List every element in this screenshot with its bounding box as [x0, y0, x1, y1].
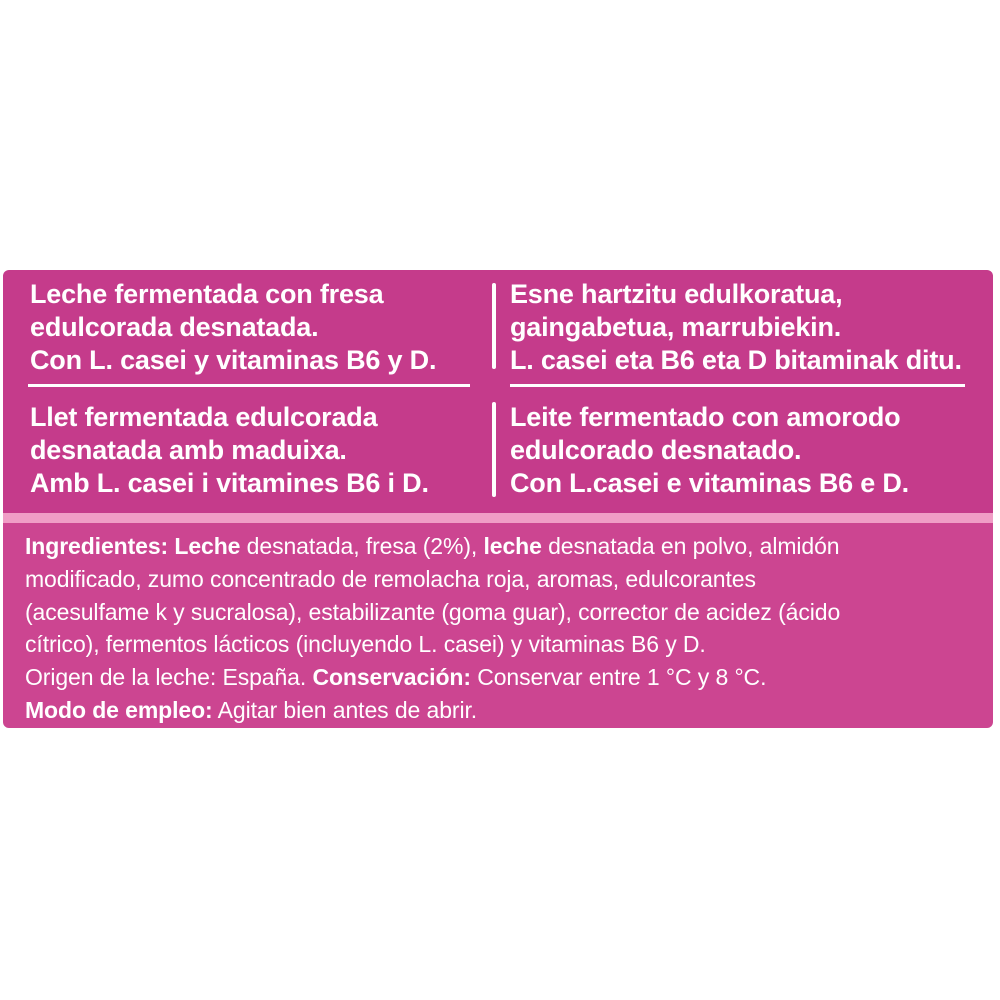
quadrant-line: Con L.casei e vitaminas B6 e D. — [510, 468, 909, 498]
quadrant-line: Llet fermentada edulcorada — [30, 402, 378, 432]
ingredients-line: (acesulfame k y sucralosa), estabilizante (goma guar), corrector de acidez (ácido — [25, 598, 841, 625]
usage-heading: Modo de empleo: — [25, 696, 213, 723]
quadrant-basque — [510, 278, 962, 377]
ingredients-heading: Ingredientes: Leche — [25, 533, 241, 559]
quadrant-line: Esne hartzitu edulkoratua, — [510, 279, 843, 309]
quadrant-line: gaingabetua, marrubiekin. — [510, 312, 842, 342]
quadrant-line: Con L. casei y vitaminas B6 y D. — [30, 345, 437, 375]
quadrant-catalan — [30, 401, 429, 500]
horizontal-divider-right — [510, 384, 965, 387]
vertical-divider-bottom — [492, 402, 496, 497]
quadrant-spanish — [30, 278, 436, 377]
conservation-heading: Conservación: — [312, 664, 471, 691]
ingredients-panel — [3, 523, 993, 728]
ingredients-line: cítrico), fermentos lácticos (incluyendo L. casei) y vitaminas B6 y D. — [25, 631, 706, 658]
multilang-panel — [3, 270, 993, 513]
ingredients-line: modificado, zumo concentrado de remolacha roja, aromas, edulcorantes — [25, 565, 756, 592]
origin-conservation-line: Origen de la leche: España. Conservación: Conservar entre 1 °C y 8 °C. — [25, 664, 767, 691]
usage-line: Modo de empleo: Agitar bien antes de abrir. — [25, 696, 478, 723]
quadrant-line: Leche fermentada con fresa — [30, 279, 384, 309]
quadrant-line: edulcorado desnatado. — [510, 435, 802, 465]
horizontal-divider-left — [28, 384, 470, 387]
quadrant-line: edulcorada desnatada. — [30, 312, 319, 342]
quadrant-line: Leite fermentado con amorodo — [510, 402, 901, 432]
quadrant-line: L. casei eta B6 eta D bitaminak ditu. — [510, 345, 962, 375]
ingredients-text — [25, 530, 983, 727]
ingredients-line: Ingredientes: Leche desnatada, fresa (2%), leche desnatada en polvo, almidón — [25, 533, 840, 559]
quadrant-line: Amb L. casei i vitamines B6 i D. — [30, 468, 429, 498]
vertical-divider-top — [492, 283, 496, 369]
quadrant-galician — [510, 401, 909, 500]
quadrant-line: desnatada amb maduixa. — [30, 435, 347, 465]
pink-separator-strip — [3, 513, 993, 523]
